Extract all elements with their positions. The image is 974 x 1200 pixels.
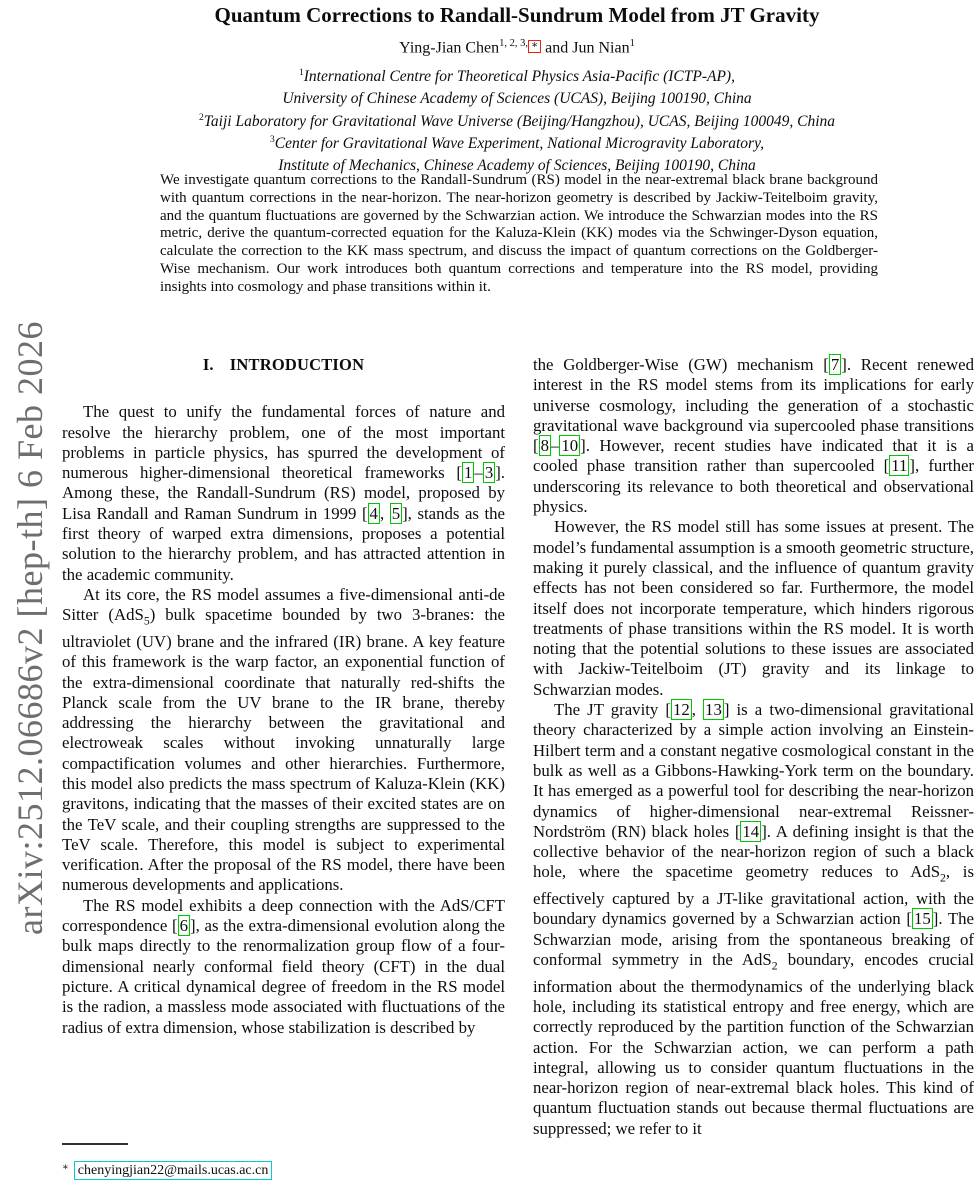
affiliation-text: International Centre for Theoretical Physics Asia-Pacific (ICTP-AP), [303,68,735,86]
left-column [62,355,505,1038]
citation-link[interactable]: 14 [742,821,760,841]
paper-content [60,0,974,1200]
affiliation-sup: 2 [198,112,204,123]
author-connector: and [541,39,573,57]
citation-link[interactable]: 12 [672,700,690,720]
citation-link[interactable]: 3 [484,463,494,483]
affiliation-text: Taiji Laboratory for Gravitational Wave Universe (Beijing/Hangzhou), UCAS, Beijing 100049, China [203,112,836,130]
citation-link[interactable]: 7 [830,355,840,374]
paragraph: However, the RS model still has some issues at present. The model’s fundamental assumption is a smooth geometric structure, making it purely classical, and the influence of quantum gravity effects has not been considered so far. Furthermore, the model itself does not incorporate temperature, which hinders rigorous treatments of phase transitions within the RS model. It is worth noting that the potential solutions to these issues are associated with Jackiw-Teitelboim (JT) gravity and its linkage to Schwarzian modes. [533,517,974,699]
citation-link[interactable]: 5 [391,503,401,523]
affiliation-line [60,86,974,108]
right-column [533,355,974,1139]
footnote-rule [62,1143,128,1145]
paragraph: the Goldberger-Wise (GW) mechanism [ 7 ]. Recent renewed interest in the RS model stems from its implications for early universe cosmology, including the generation of a stochastic gravitational wave background via supercooled phase transitions [ 8 – 10 ]. However, recent studies have indicated that it is a cooled phase transition rather than supercooled [ 11 ], further underscoring its relevance to both theoretical and observational physics. [533,355,974,517]
affiliations-block [60,64,974,176]
affiliation-sup: 3 [270,135,275,146]
footnote-marker: ∗ [62,1162,69,1173]
affiliation-text: Center for Gravitational Wave Experiment, National Microgravity Laboratory, [274,135,764,153]
affiliation-text: Institute of Mechanics, Chinese Academy of Sciences, Beijing 100190, China [278,157,756,175]
affiliation-line [60,131,974,153]
footnote [62,1143,272,1179]
paragraph: The quest to unify the fundamental forces of nature and resolve the hierarchy problem, one of the most important problems in particle physics, has spurred the development of numerous higher-dimensional theoretical frameworks [ 1 – 3 ]. Among these, the Randall-Sundrum (RS) model, proposed by Lisa Randall and Raman Sundrum in 1999 [ 4 , 5 ], stands as the first theory of warped extra dimensions, proposes a potential solution to the hierarchy problem, and has attracted attention in the academic community. [62,402,506,584]
author-line [60,38,974,57]
citation-link[interactable]: 6 [179,916,189,936]
paragraph: The JT gravity [ 12 , 13 ] is a two-dimensional gravitational theory characterized by a simple action involving an Einstein-Hilbert term and a constant negative cosmological constant in the bulk as well as a Gibbons-Hawking-York term on the boundary. It has emerged as a powerful tool for describing the near-horizon dynamics of higher-dimensional near-extremal Reissner-Nordström (RN) black holes [ 14 ]. A defining insight is that the collective behavior of the near-horizon region of such a black hole, where the spacetime geometry reduces to AdS$_2$, is effectively captured by a JT-like gravitational action, with the boundary dynamics governed by a Schwarzian action [ 15 ]. The Schwarzian mode, arising from the spontaneous breaking of conformal symmetry in the AdS$_2$ boundary, encodes crucial information about the thermodynamics of the underlying black hole, including its statistical entropy and free energy, which are correctly reproduced by the partition function of the Schwarzian action. For the Schwarzian action, we can perform a path integral, allowing us to consider quantum fluctuations in the near-horizon region of near-extremal black holes. This kind of quantum fluctuation stands out because thermal fluctuations are suppressed; we refer to it [533,700,974,1138]
citation-link[interactable]: 4 [369,503,378,523]
author-email-link[interactable]: chenyingjian22@mails.ucas.ac.cn [74,1161,273,1180]
section-number: I. [202,355,214,374]
affiliation-sup: 1 [299,68,304,78]
footnote-star-link[interactable]: ∗ [528,40,541,53]
affiliation-text: University of Chinese Academy of Sciences (UCAS), Beijing 100190, China [282,90,752,108]
abstract: We investigate quantum corrections to the Randall-Sundrum (RS) model in the near-extremal black brane background with quantum corrections in the near-horizon. The near-horizon geometry is described by Jackiw-Teitelboim gravity, and the quantum fluctuations are governed by the Schwarzian action. We introduce the Schwarzian modes into the RS metric, derive the quantum-corrected equation for the Kaluza-Klein (KK) modes via the Schwinger-Dyson equation, calculate the correction to the KK mass spectrum, and discuss the impact of quantum corrections on the Goldberger-Wise mechanism. Our work introduces both quantum corrections and temperature into the RS model, providing insights into cosmology and phase transitions within it. [160,172,878,295]
citation-link[interactable]: 10 [561,436,579,456]
author-2-affiliation-marks: 1 [629,38,635,49]
section-heading-introduction [62,355,505,375]
citation-link[interactable]: 1 [464,463,473,483]
citation-link[interactable]: 13 [705,700,722,720]
citation-link[interactable]: 8 [540,436,549,456]
citation-link[interactable]: 15 [913,909,931,929]
citation-link[interactable]: 11 [891,456,908,476]
affiliation-line [60,109,974,131]
section-title: INTRODUCTION [229,355,365,374]
author-name-2: Jun Nian [572,39,630,57]
author-name-1: Ying-Jian Chen [399,39,500,57]
paragraph: The RS model exhibits a deep connection with the AdS/CFT correspondence [ 6 ], as the extra-dimensional evolution along the bulk maps directly to the renormalization group flow of a four-dimensional nearly conformal field theory (CFT) in the dual picture. A critical dynamical degree of freedom in the RS model is the radion, a massless mode associated with fluctuations of the radius of extra dimension, whose stabilization is described by [62,895,506,1037]
affiliation-line [60,64,974,86]
paragraph: At its core, the RS model assumes a five-dimensional anti-de Sitter (AdS$_5$) bulk spacetime bounded by two 3-branes: the ultraviolet (UV) brane and the infrared (IR) brane. A key feature of this framework is the warp factor, an exponential function of the extra-dimensional coordinate that naturally red-shifts the Planck scale from the UV brane to the IR brane, thereby addressing the hierarchy between the gravitational and electroweak scales without invoking unnaturally large compactification volumes and other hierarchies. Furthermore, this model also predicts the mass spectrum of Kaluza-Klein (KK) gravitons, indicating that the masses of their excited states are on the TeV scale, and their coupling strengths are suppressed to the TeV scale. Therefore, this model is subject to experimental verification. After the proposal of the RS model, there have been numerous developments and applications. [62,584,505,895]
paper-title: Quantum Corrections to Randall-Sundrum Model from JT Gravity [214,3,820,27]
arxiv-watermark: arXiv:2512.06686v2 [hep-th] 6 Feb 2026 [10,321,50,935]
author-1-affiliation-marks: 1, 2, 3, [499,38,529,49]
